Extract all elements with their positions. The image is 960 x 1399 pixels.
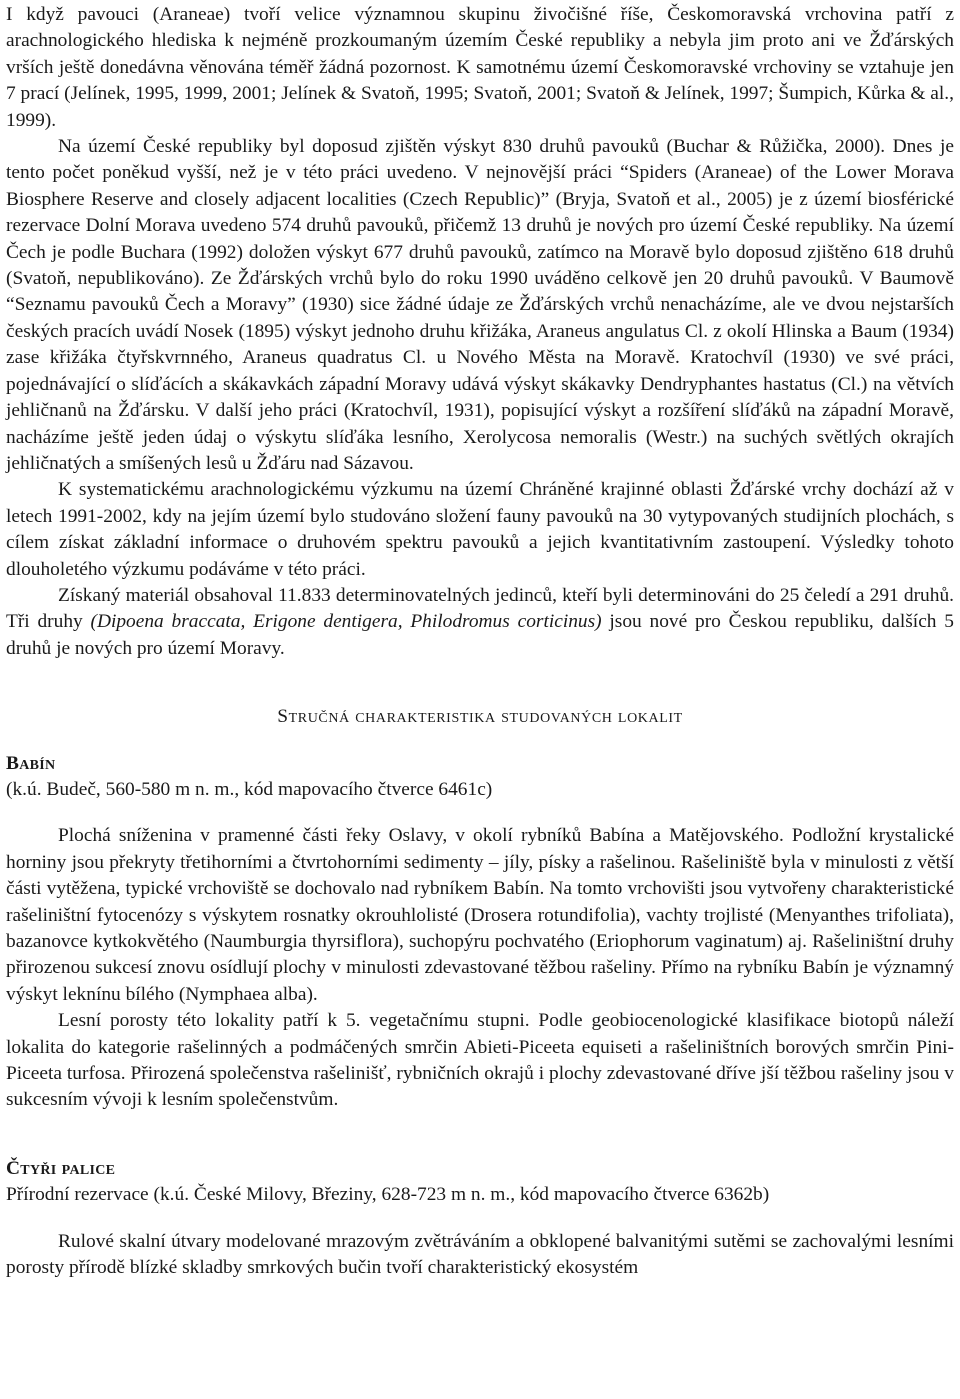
intro-paragraph-3: K systematickému arachnologickému výzkumu na území Chráněné krajinné oblasti Žďárské vrchy dochází až v letech 1991-2002, kdy na jejím území bylo studováno složení fauny pavouků na 30 vytypovaných studijních plochách, s cílem získat základní informace o druhovém spektru pavouků a jejich kvantitativním zastoupení. Výsledky tohoto dlouholetého výzkumu podáváme v této práci. bbox=[6, 479, 954, 580]
locality-subtitle-babin: (k.ú. Budeč, 560-580 m n. m., kód mapovacího čtverce 6461c) bbox=[6, 778, 493, 800]
locality-title-ctyri-palice: Čtyři palice bbox=[6, 1157, 116, 1179]
intro-paragraph-2: Na území České republiky byl doposud zjištěn výskyt 830 druhů pavouků (Buchar & Růžička, 2000). Dnes je tento počet poněkud vyšší, než je v této práci uvedeno. V nejnovější práci “Spiders (Araneae) of the Lower Morava Biosphere Reserve and closely adjacent localities (Czech Republic)” (Bryja, Svatoň et al., 2005) je z území biosférické rezervace Dolní Morava uvedeno 574 druhů pavouků, přičemž 13 druhů je nových pro území České republiky. Na území Čech je podle Buchara (1992) doložen výskyt 677 druhů pavouků, zatímco na Moravě bylo doposud zjištěno 618 druhů (Svatoň, nepublikováno). Ze Žďárských vrchů bylo do roku 1990 uváděno celkově jen 20 druhů pavouků. V Baumově “Seznamu pavouků Čech a Moravy” (1930) sice žádné údaje ze Žďárských vrchů nenacházíme, ale ve dvou nejstarších českých pracích uvádí Nosek (1895) výskyt jednoho druhu křižáka, Araneus angulatus Cl. z okolí Hlinska a Baum (1934) zase křižáka čtyřskvrnného, Araneus quadratus Cl. u Nového Města na Moravě. Kratochvíl (1930) ve své práci, pojednávající o slíďácích a skákavkách západní Moravy udává výskyt skákavky Dendryphantes hastatus (Cl.) na větvích jehličnanů na Žďársku. V další jeho práci (Kratochvíl, 1931), popisující výskyt a rozšíření slíďáků na západní Moravě, nacházíme ještě jeden údaj o výskytu slíďáka lesního, Xerolycosa nemoralis (Westr.) na suchých světlých okrajích jehličnatých a smíšených lesů u Žďáru nad Sázavou. bbox=[6, 136, 954, 474]
locality-title-babin: Babín bbox=[6, 752, 56, 774]
intro-paragraph-1: I když pavouci (Araneae) tvoří velice významnou skupinu živočišné říše, Českomoravská vrchovina patří z arachnologického hlediska k nejméně prozkoumaným územím České republiky a nebyla jim proto ani ve Žďárských vrších ještě donedávna věnována téměř žádná pozornost. K samotnému území Českomoravské vrchoviny se vztahuje jen 7 prací (Jelínek, 1995, 1999, 2001; Jelínek & Svatoň, 1995; Svatoň, 2001; Svatoň & Jelínek, 1997; Šumpich, Kůrka & al., 1999). bbox=[6, 4, 954, 131]
locality-ctyri-palice-paragraph-1: Rulové skalní útvary modelované mrazovým zvětráváním a obklopené balvanitými sutěmi se zachovalými lesními porosty přírodě blízké skladby smrkových bučin tvoří charakteristický ekosystém bbox=[6, 1230, 954, 1279]
locality-babin-paragraph-1: Plochá sníženina v pramenné části řeky Oslavy, v okolí rybníků Babína a Matějovského. Podložní krystalické horniny jsou překryty třetihorními a čtvrtohorními sedimenty – jíly, písky a rašelinou. Rašeliniště byla v minulosti z větší části vytěžena, typické vrchoviště se dochovalo nad rybníkem Babín. Na tomto vrchovišti jsou vytvořeny charakteristické rašeliništní fytocenózy s výskytem rosnatky okrouhlolisté (Drosera rotundifolia), vachty trojlisté (Menyanthes trifoliata), bazanovce kytkokvětého (Naumburgia thyrsiflora), suchopýru pochvatého (Eriophorum vaginatum) aj. Rašeliništní druhy přirozenou sukcesí znovu osídlují plochy v minulosti zdevastované těžbou rašeliny. Přímo na rybníku Babín je významný výskyt leknínu bílého (Nymphaea alba). bbox=[6, 825, 954, 1005]
intro-paragraph-4 bbox=[6, 583, 954, 662]
locality-subtitle-ctyri-palice: Přírodní rezervace (k.ú. České Milovy, Březiny, 628-723 m n. m., kód mapovacího čtverce 6362b) bbox=[6, 1184, 770, 1206]
intro-p4-text-end: jsou nové pro Českou republiku, dalších 5 druhů je nových pro území Moravy. bbox=[6, 611, 954, 659]
new-species-list: (Dipoena braccata, Erigone dentigera, Philodromus corticinus) bbox=[90, 611, 602, 633]
locality-babin-paragraph-2: Lesní porosty této lokality patří k 5. vegetačnímu stupni. Podle geobiocenologické klasifikace biotopů náleží lokalita do kategorie rašelinných a podmáčených smrčin Abieti-Piceeta equiseti a rašeliništních borových smrčin Pini-Piceeta turfosa. Přirozená společenstva rašelinišť, rybničních okrajů i plochy zdevastované dříve jší těžbou rašeliny jsou v sukcesním vývoji k lesním společenstvům. bbox=[6, 1010, 954, 1111]
section-heading: Stručná charakteristika studovaných lokalit bbox=[277, 706, 683, 728]
intro-p4-text-start: Získaný materiál obsahoval 11.833 determinovatelných jedinců, kteří byli determinováni do 25 čeledí a 291 druhů. Tři druhy bbox=[6, 584, 954, 633]
